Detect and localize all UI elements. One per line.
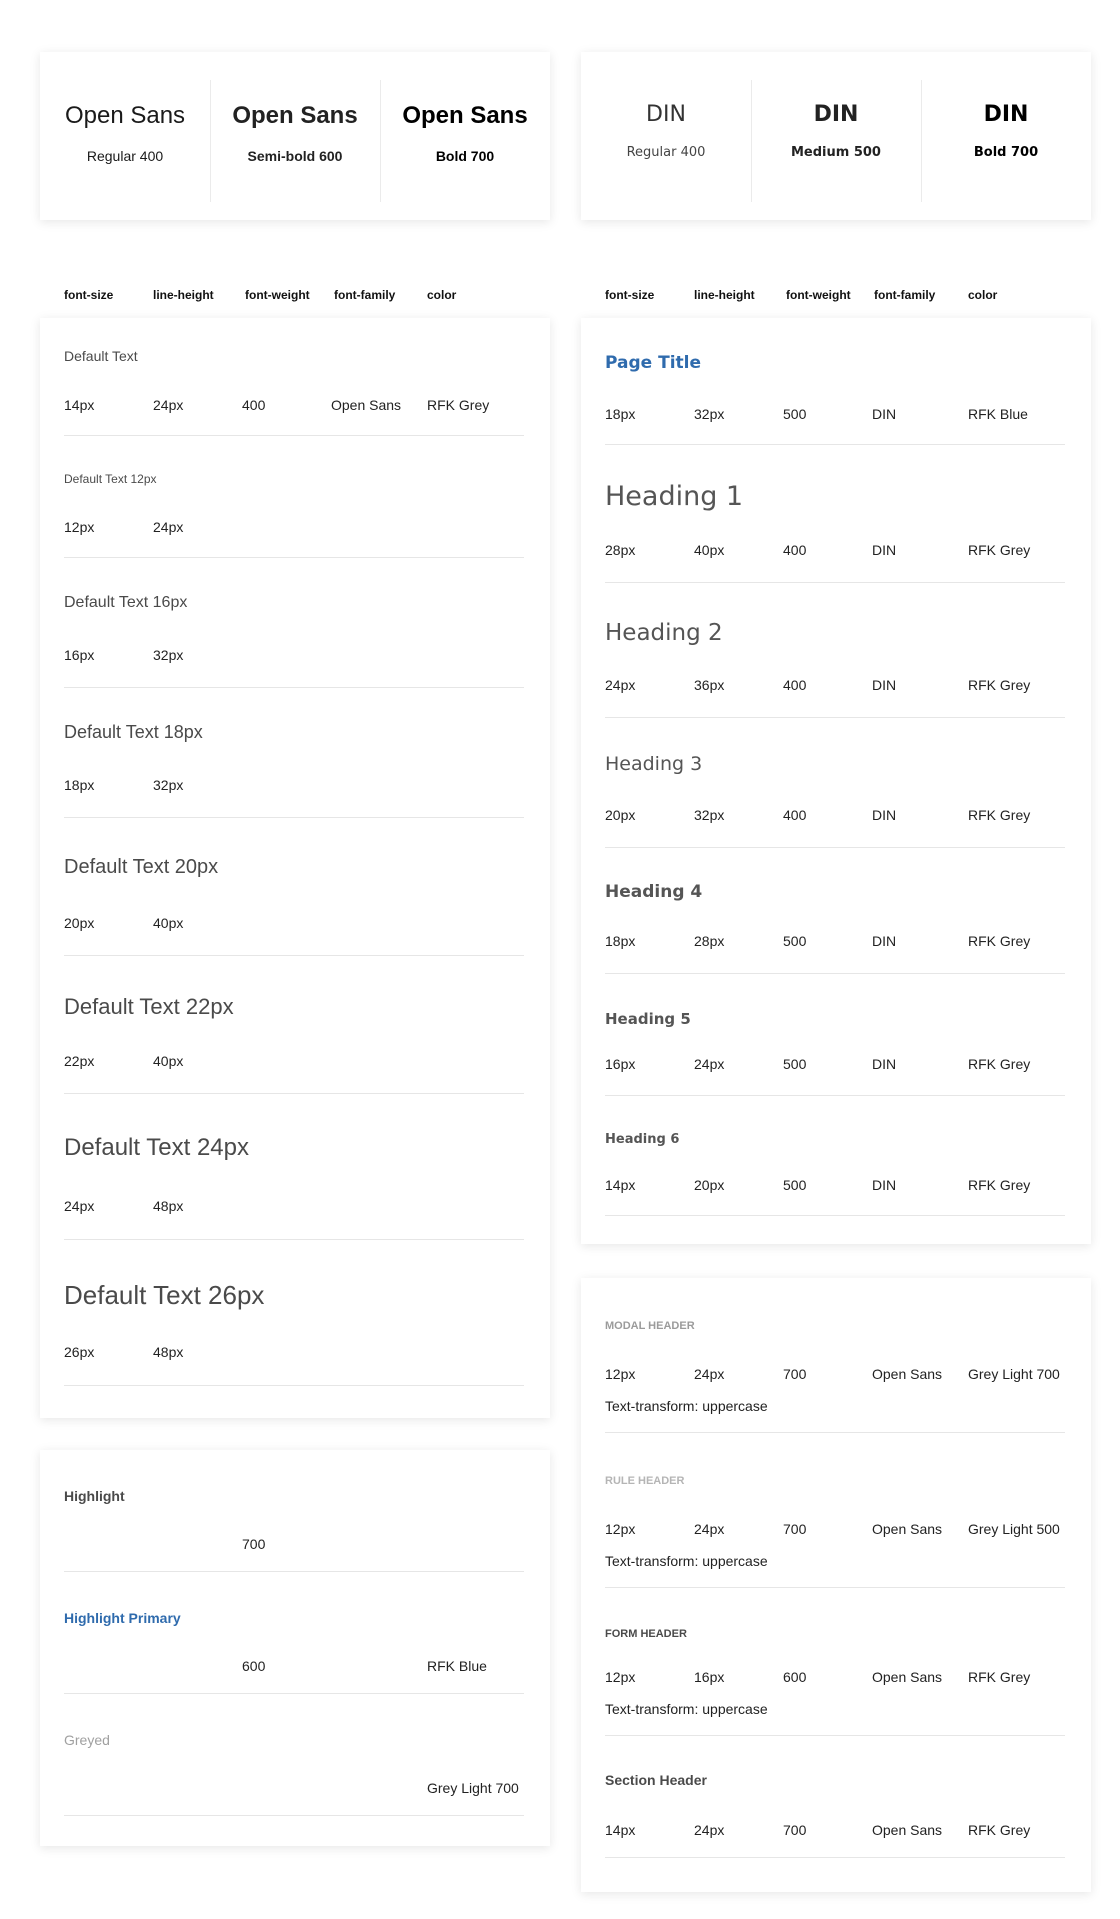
font-size-value: 26px bbox=[64, 1344, 95, 1360]
font-size-value: 20px bbox=[605, 807, 636, 823]
color-value: RFK Grey bbox=[968, 1177, 1031, 1193]
line-height-value: 32px bbox=[153, 777, 184, 793]
highlight-row bbox=[64, 1694, 524, 1816]
text-style-row bbox=[64, 558, 524, 688]
text-style-row bbox=[64, 818, 524, 956]
din-bold-sample bbox=[921, 80, 1091, 202]
header-style-row bbox=[605, 1278, 1065, 1433]
font-family-value: Open Sans bbox=[872, 1822, 943, 1838]
line-height-value: 36px bbox=[694, 677, 725, 693]
text-transform-note: Text-transform: uppercase bbox=[605, 1398, 768, 1414]
font-family-value: Open Sans bbox=[872, 1366, 943, 1382]
color-value: Grey Light 500 bbox=[968, 1521, 1060, 1537]
column-header-font-size: font-size bbox=[605, 288, 655, 302]
font-size-value: 18px bbox=[605, 406, 636, 422]
font-size-value: 14px bbox=[605, 1177, 636, 1193]
header-style-row bbox=[605, 1588, 1065, 1736]
line-height-value: 32px bbox=[153, 647, 184, 663]
style-sample: Default Text 24px bbox=[64, 1134, 250, 1161]
color-value: RFK Grey bbox=[968, 1669, 1031, 1685]
font-weight-label: Regular 400 bbox=[86, 148, 164, 164]
text-style-row bbox=[64, 1240, 524, 1386]
font-weight-value: 500 bbox=[783, 1056, 807, 1072]
style-sample: Default Text 12px bbox=[64, 472, 157, 486]
line-height-value: 32px bbox=[694, 406, 725, 422]
text-style-row bbox=[64, 436, 524, 558]
color-value: RFK Blue bbox=[427, 1658, 487, 1674]
font-size-value: 28px bbox=[605, 542, 636, 558]
font-weight-value: 400 bbox=[242, 397, 266, 413]
text-style-row bbox=[64, 688, 524, 818]
heading-row bbox=[605, 318, 1065, 445]
font-weight-value: 500 bbox=[783, 406, 807, 422]
style-sample: Highlight Primary bbox=[64, 1610, 181, 1626]
style-sample: Heading 3 bbox=[605, 753, 703, 775]
font-weight-label: Bold 700 bbox=[435, 148, 495, 164]
font-weight-value: 700 bbox=[242, 1536, 266, 1552]
heading-row bbox=[605, 1096, 1065, 1216]
open-sans-samples-card bbox=[40, 52, 550, 220]
font-size-value: 14px bbox=[605, 1822, 636, 1838]
font-weight-value: 400 bbox=[783, 807, 807, 823]
line-height-value: 40px bbox=[153, 1053, 184, 1069]
font-weight-value: 700 bbox=[783, 1521, 807, 1537]
text-style-row bbox=[64, 318, 524, 436]
column-header-line-height: line-height bbox=[153, 288, 214, 302]
font-family-value: Open Sans bbox=[331, 397, 402, 413]
column-header-font-family: font-family bbox=[874, 288, 936, 302]
style-sample: Heading 2 bbox=[605, 620, 723, 646]
font-weight-value: 400 bbox=[783, 542, 807, 558]
line-height-value: 40px bbox=[153, 915, 184, 931]
text-style-row bbox=[64, 956, 524, 1094]
line-height-value: 16px bbox=[694, 1669, 725, 1685]
open-sans-bold-sample bbox=[380, 80, 550, 202]
text-styles-card bbox=[40, 318, 550, 1418]
text-transform-note: Text-transform: uppercase bbox=[605, 1553, 768, 1569]
font-size-value: 12px bbox=[64, 519, 95, 535]
font-weight-value: 700 bbox=[783, 1366, 807, 1382]
column-header-font-weight: font-weight bbox=[786, 288, 851, 302]
column-header-line-height: line-height bbox=[694, 288, 755, 302]
style-sample: Default Text 16px bbox=[64, 594, 188, 611]
din-medium-sample bbox=[751, 80, 921, 202]
font-size-value: 18px bbox=[64, 777, 95, 793]
font-size-value: 24px bbox=[64, 1198, 95, 1214]
column-header-font-family: font-family bbox=[334, 288, 396, 302]
style-sample: Section Header bbox=[605, 1772, 707, 1788]
line-height-value: 24px bbox=[694, 1366, 725, 1382]
font-weight-label: Regular 400 bbox=[626, 145, 706, 160]
font-family-value: Open Sans bbox=[872, 1521, 943, 1537]
font-name: Open Sans bbox=[64, 102, 186, 129]
heading-row bbox=[605, 974, 1065, 1096]
font-size-value: 18px bbox=[605, 933, 636, 949]
headers-card bbox=[581, 1278, 1091, 1892]
line-height-value: 24px bbox=[694, 1822, 725, 1838]
style-sample: Default Text 20px bbox=[64, 856, 219, 878]
font-weight-value: 500 bbox=[783, 933, 807, 949]
line-height-value: 24px bbox=[694, 1056, 725, 1072]
din-regular-sample bbox=[581, 80, 751, 202]
style-sample: Page Title bbox=[605, 353, 701, 373]
line-height-value: 24px bbox=[153, 397, 184, 413]
din-samples-card bbox=[581, 52, 1091, 220]
style-sample: MODAL HEADER bbox=[605, 1320, 695, 1332]
font-weight-value: 700 bbox=[783, 1822, 807, 1838]
heading-row bbox=[605, 718, 1065, 848]
style-sample: Greyed bbox=[64, 1732, 110, 1748]
header-style-row bbox=[605, 1736, 1065, 1858]
highlight-row bbox=[64, 1450, 524, 1572]
highlight-row bbox=[64, 1572, 524, 1694]
font-family-value: DIN bbox=[872, 933, 897, 949]
column-header-font-weight: font-weight bbox=[245, 288, 310, 302]
font-size-value: 24px bbox=[605, 677, 636, 693]
font-name: Open Sans bbox=[232, 102, 358, 129]
color-value: RFK Grey bbox=[968, 542, 1031, 558]
font-family-value: DIN bbox=[872, 542, 897, 558]
text-style-row bbox=[64, 1094, 524, 1240]
line-height-value: 28px bbox=[694, 933, 725, 949]
font-weight-label: Bold 700 bbox=[973, 145, 1039, 160]
color-value: RFK Grey bbox=[968, 1822, 1031, 1838]
line-height-value: 24px bbox=[153, 519, 184, 535]
style-sample: FORM HEADER bbox=[605, 1628, 687, 1640]
column-header-color: color bbox=[968, 288, 998, 302]
style-sample: Default Text 22px bbox=[64, 994, 234, 1019]
font-family-value: DIN bbox=[872, 406, 897, 422]
font-weight-label: Medium 500 bbox=[791, 145, 881, 160]
font-weight-label: Semi-bold 600 bbox=[247, 148, 343, 164]
style-sample: Default Text bbox=[64, 348, 138, 364]
font-size-value: 22px bbox=[64, 1053, 95, 1069]
font-weight-value: 500 bbox=[783, 1177, 807, 1193]
heading-row bbox=[605, 583, 1065, 718]
font-family-value: DIN bbox=[872, 1177, 897, 1193]
line-height-value: 48px bbox=[153, 1344, 184, 1360]
line-height-value: 40px bbox=[694, 542, 725, 558]
font-name: DIN bbox=[646, 102, 686, 127]
font-size-value: 20px bbox=[64, 915, 95, 931]
font-size-value: 14px bbox=[64, 397, 95, 413]
font-size-value: 12px bbox=[605, 1366, 636, 1382]
font-name: DIN bbox=[813, 102, 859, 127]
font-name: DIN bbox=[983, 102, 1029, 127]
color-value: RFK Grey bbox=[968, 807, 1031, 823]
line-height-value: 20px bbox=[694, 1177, 725, 1193]
style-sample: Default Text 18px bbox=[64, 722, 203, 742]
font-size-value: 12px bbox=[605, 1521, 636, 1537]
open-sans-regular-sample bbox=[40, 80, 210, 202]
style-sample: Heading 4 bbox=[605, 882, 703, 902]
column-header-color: color bbox=[427, 288, 457, 302]
column-header-font-size: font-size bbox=[64, 288, 114, 302]
color-value: RFK Blue bbox=[968, 406, 1028, 422]
font-weight-value: 600 bbox=[783, 1669, 807, 1685]
headings-card bbox=[581, 318, 1091, 1244]
color-value: RFK Grey bbox=[968, 933, 1031, 949]
text-transform-note: Text-transform: uppercase bbox=[605, 1701, 768, 1717]
color-value: Grey Light 700 bbox=[968, 1366, 1060, 1382]
font-family-value: DIN bbox=[872, 1056, 897, 1072]
font-size-value: 16px bbox=[64, 647, 95, 663]
font-weight-value: 600 bbox=[242, 1658, 266, 1674]
style-sample: Heading 1 bbox=[605, 481, 744, 512]
font-weight-value: 400 bbox=[783, 677, 807, 693]
font-size-value: 12px bbox=[605, 1669, 636, 1685]
style-sample: Highlight bbox=[64, 1488, 125, 1504]
color-value: RFK Grey bbox=[968, 1056, 1031, 1072]
color-value: Grey Light 700 bbox=[427, 1780, 519, 1796]
font-size-value: 16px bbox=[605, 1056, 636, 1072]
color-value: RFK Grey bbox=[427, 397, 490, 413]
style-sample: Heading 6 bbox=[605, 1132, 680, 1147]
heading-row bbox=[605, 445, 1065, 583]
line-height-value: 48px bbox=[153, 1198, 184, 1214]
style-sample: Default Text 26px bbox=[64, 1280, 265, 1310]
font-family-value: DIN bbox=[872, 807, 897, 823]
heading-row bbox=[605, 848, 1065, 974]
line-height-value: 32px bbox=[694, 807, 725, 823]
style-sample: RULE HEADER bbox=[605, 1475, 685, 1487]
font-family-value: DIN bbox=[872, 677, 897, 693]
style-sample: Heading 5 bbox=[605, 1010, 691, 1028]
font-name: Open Sans bbox=[402, 102, 528, 129]
header-style-row bbox=[605, 1433, 1065, 1588]
font-family-value: Open Sans bbox=[872, 1669, 943, 1685]
highlights-card bbox=[40, 1450, 550, 1846]
line-height-value: 24px bbox=[694, 1521, 725, 1537]
color-value: RFK Grey bbox=[968, 677, 1031, 693]
open-sans-semibold-sample bbox=[210, 80, 380, 202]
